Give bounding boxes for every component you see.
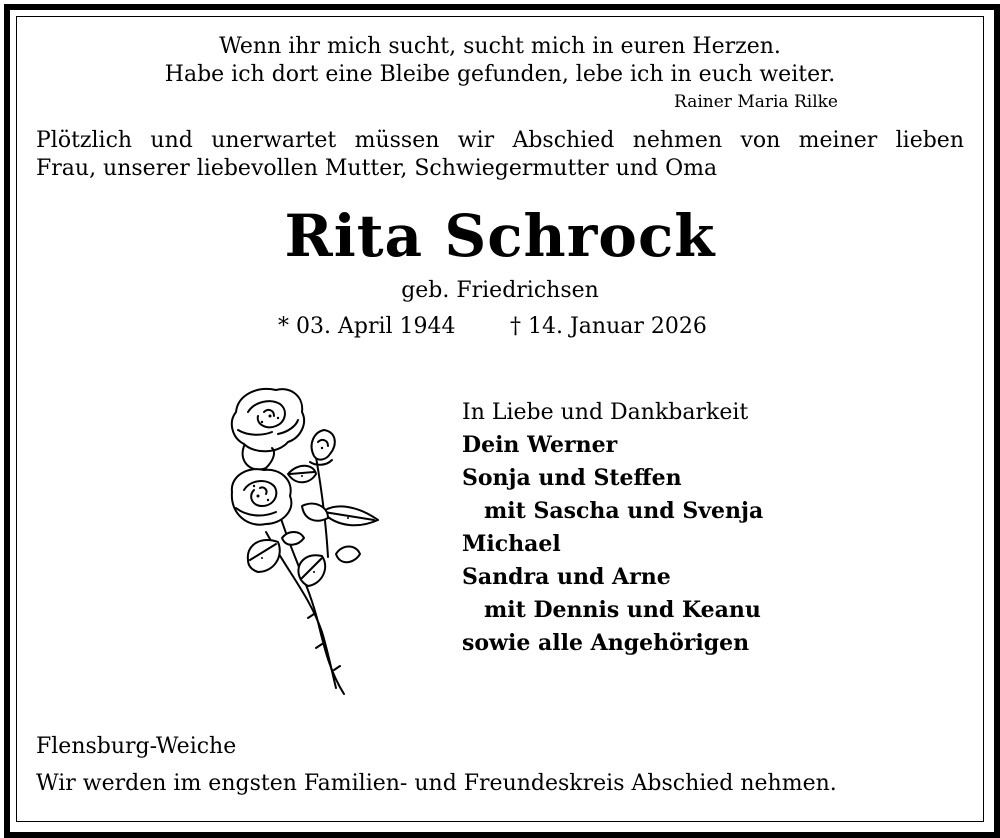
deceased-name: Rita Schrock <box>284 202 716 270</box>
intro-line-1: Plötzlich und unerwartet müssen wir Abschied nehmen von meiner lieben <box>36 128 964 153</box>
mourner-line: mit Sascha und Svenja <box>484 498 764 524</box>
birth-name: geb. Friedrichsen <box>401 278 599 303</box>
mourner-line: Michael <box>462 531 561 557</box>
mourner-line: mit Dennis und Keanu <box>484 597 761 623</box>
place: Flensburg-Weiche <box>36 734 237 759</box>
mourner-line: Sandra und Arne <box>462 564 671 590</box>
death-date: † 14. Januar 2026 <box>510 314 707 339</box>
intro-line-2: Frau, unserer liebevollen Mutter, Schwiegermutter und Oma <box>36 156 718 181</box>
mourner-line: Dein Werner <box>462 432 618 458</box>
mourners-block <box>462 396 763 660</box>
intro-text <box>36 127 964 183</box>
mourner-line: sowie alle Angehörigen <box>462 630 750 656</box>
mourners-lead: In Liebe und Dankbarkeit <box>462 400 749 425</box>
mourner-line: Sonja und Steffen <box>462 465 682 491</box>
birth-date: * 03. April 1944 <box>278 314 456 339</box>
closing-note: Wir werden im engsten Familien- und Freundeskreis Abschied nehmen. <box>36 771 837 796</box>
quote-line-2: Habe ich dort eine Bleibe gefunden, lebe ich in euch weiter. <box>164 62 836 87</box>
quote-author: Rainer Maria Rilke <box>674 92 838 112</box>
rose-icon <box>218 382 388 698</box>
quote-line-1: Wenn ihr mich sucht, sucht mich in euren Herzen. <box>219 34 781 59</box>
